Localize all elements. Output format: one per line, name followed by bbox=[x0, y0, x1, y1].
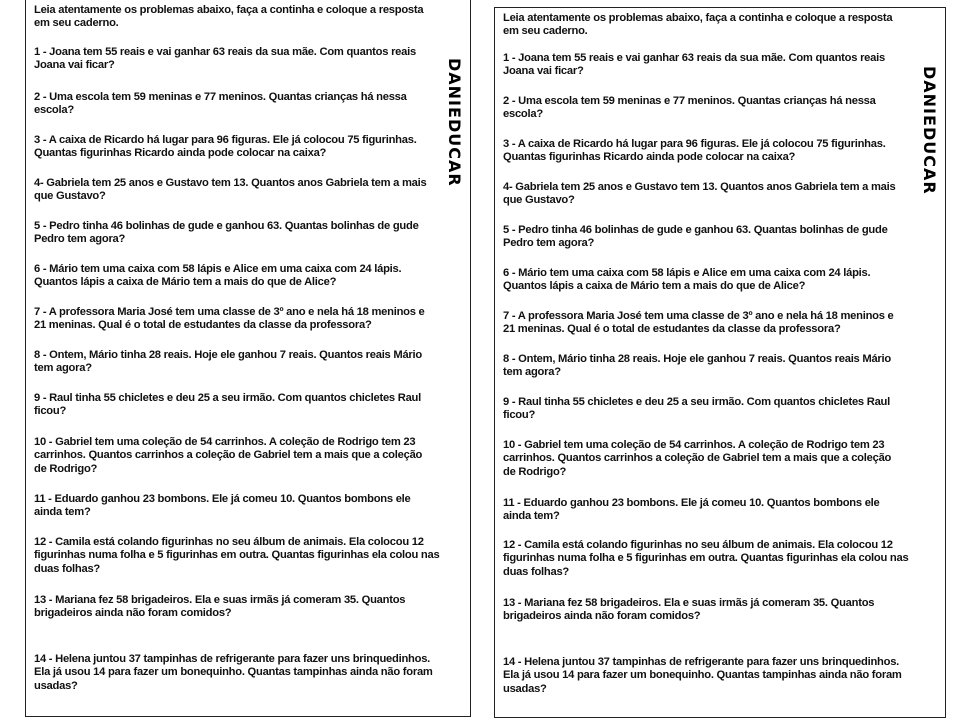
problem-12: 12 - Camila está colando figurinhas no seu álbum de animais. Ela colocou 12 figurinhas numa folha e 5 figurinhas em outra. Quantas figurinhas ela colou nas duas folhas? bbox=[503, 539, 909, 578]
problem-4: 4- Gabriela tem 25 anos e Gustavo tem 13. Quantos anos Gabriela tem a mais que Gustavo? bbox=[34, 177, 427, 203]
intro-text: Leia atentamente os problemas abaixo, faça a continha e coloque a resposta em seu caderno. bbox=[503, 12, 893, 38]
problem-1: 1 - Joana tem 55 reais e vai ganhar 63 reais da sua mãe. Com quantos reais Joana vai ficar? bbox=[34, 46, 416, 72]
problem-10: 10 - Gabriel tem uma coleção de 54 carrinhos. A coleção de Rodrigo tem 23 carrinhos. Quantos carrinhos a coleção de Gabriel tem a mais que a coleção de Rodrigo? bbox=[503, 439, 892, 478]
problem-9: 9 - Raul tinha 55 chicletes e deu 25 a seu irmão. Com quantos chicletes Raul ficou? bbox=[503, 396, 890, 422]
watermark-signature: DANIEDUCAR bbox=[445, 58, 464, 187]
problem-6: 6 - Mário tem uma caixa com 58 lápis e Alice em uma caixa com 24 lápis. Quantos lápis a caixa de Mário tem a mais do que de Alice? bbox=[503, 267, 871, 293]
problem-5: 5 - Pedro tinha 46 bolinhas de gude e ganhou 63. Quantas bolinhas de gude Pedro tem agora? bbox=[503, 224, 888, 250]
problem-6: 6 - Mário tem uma caixa com 58 lápis e Alice em uma caixa com 24 lápis. Quantos lápis a caixa de Mário tem a mais do que de Alice? bbox=[34, 263, 402, 289]
watermark-signature: DANIEDUCAR bbox=[920, 66, 939, 195]
problem-7: 7 - A professora Maria José tem uma classe de 3º ano e nela há 18 meninos e 21 meninas. Qual é o total de estudantes da classe da professora? bbox=[34, 306, 425, 332]
problem-2: 2 - Uma escola tem 59 meninas e 77 meninos. Quantas crianças há nessa escola? bbox=[34, 91, 407, 117]
problem-14: 14 - Helena juntou 37 tampinhas de refrigerante para fazer uns brinquedinhos. Ela já usou 14 para fazer um bonequinho. Quantas tampinhas ainda não foram usadas? bbox=[503, 656, 902, 695]
problem-10: 10 - Gabriel tem uma coleção de 54 carrinhos. A coleção de Rodrigo tem 23 carrinhos. Quantos carrinhos a coleção de Gabriel tem a mais que a coleção de Rodrigo? bbox=[34, 436, 423, 475]
problem-1: 1 - Joana tem 55 reais e vai ganhar 63 reais da sua mãe. Com quantos reais Joana vai ficar? bbox=[503, 52, 885, 78]
problem-2: 2 - Uma escola tem 59 meninas e 77 meninos. Quantas crianças há nessa escola? bbox=[503, 95, 876, 121]
problem-4: 4- Gabriela tem 25 anos e Gustavo tem 13. Quantos anos Gabriela tem a mais que Gustavo? bbox=[503, 181, 896, 207]
problem-13: 13 - Mariana fez 58 brigadeiros. Ela e suas irmãs já comeram 35. Quantos brigadeiros ainda não foram comidos? bbox=[34, 594, 406, 620]
problem-13: 13 - Mariana fez 58 brigadeiros. Ela e suas irmãs já comeram 35. Quantos brigadeiros ainda não foram comidos? bbox=[503, 597, 875, 623]
problem-11: 11 - Eduardo ganhou 23 bombons. Ele já comeu 10. Quantos bombons ele ainda tem? bbox=[34, 493, 411, 519]
problem-8: 8 - Ontem, Mário tinha 28 reais. Hoje ele ganhou 7 reais. Quantos reais Mário tem agora? bbox=[34, 349, 422, 375]
problem-7: 7 - A professora Maria José tem uma classe de 3º ano e nela há 18 meninos e 21 meninas. Qual é o total de estudantes da classe da professora? bbox=[503, 310, 894, 336]
problem-11: 11 - Eduardo ganhou 23 bombons. Ele já comeu 10. Quantos bombons ele ainda tem? bbox=[503, 497, 880, 523]
problem-12: 12 - Camila está colando figurinhas no seu álbum de animais. Ela colocou 12 figurinhas numa folha e 5 figurinhas em outra. Quantas figurinhas ela colou nas duas folhas? bbox=[34, 536, 440, 575]
intro-text: Leia atentamente os problemas abaixo, faça a continha e coloque a resposta em seu caderno. bbox=[34, 4, 424, 30]
problem-8: 8 - Ontem, Mário tinha 28 reais. Hoje ele ganhou 7 reais. Quantos reais Mário tem agora? bbox=[503, 353, 891, 379]
problem-5: 5 - Pedro tinha 46 bolinhas de gude e ganhou 63. Quantas bolinhas de gude Pedro tem agora? bbox=[34, 220, 419, 246]
worksheet-left bbox=[25, 0, 471, 717]
problem-9: 9 - Raul tinha 55 chicletes e deu 25 a seu irmão. Com quantos chicletes Raul ficou? bbox=[34, 392, 421, 418]
worksheet-right bbox=[494, 7, 946, 718]
problem-3: 3 - A caixa de Ricardo há lugar para 96 figuras. Ele já colocou 75 figurinhas. Quantas figurinhas Ricardo ainda pode colocar na caixa? bbox=[503, 138, 886, 164]
problem-14: 14 - Helena juntou 37 tampinhas de refrigerante para fazer uns brinquedinhos. Ela já usou 14 para fazer um bonequinho. Quantas tampinhas ainda não foram usadas? bbox=[34, 653, 433, 692]
problem-3: 3 - A caixa de Ricardo há lugar para 96 figuras. Ele já colocou 75 figurinhas. Quantas figurinhas Ricardo ainda pode colocar na caixa? bbox=[34, 134, 417, 160]
